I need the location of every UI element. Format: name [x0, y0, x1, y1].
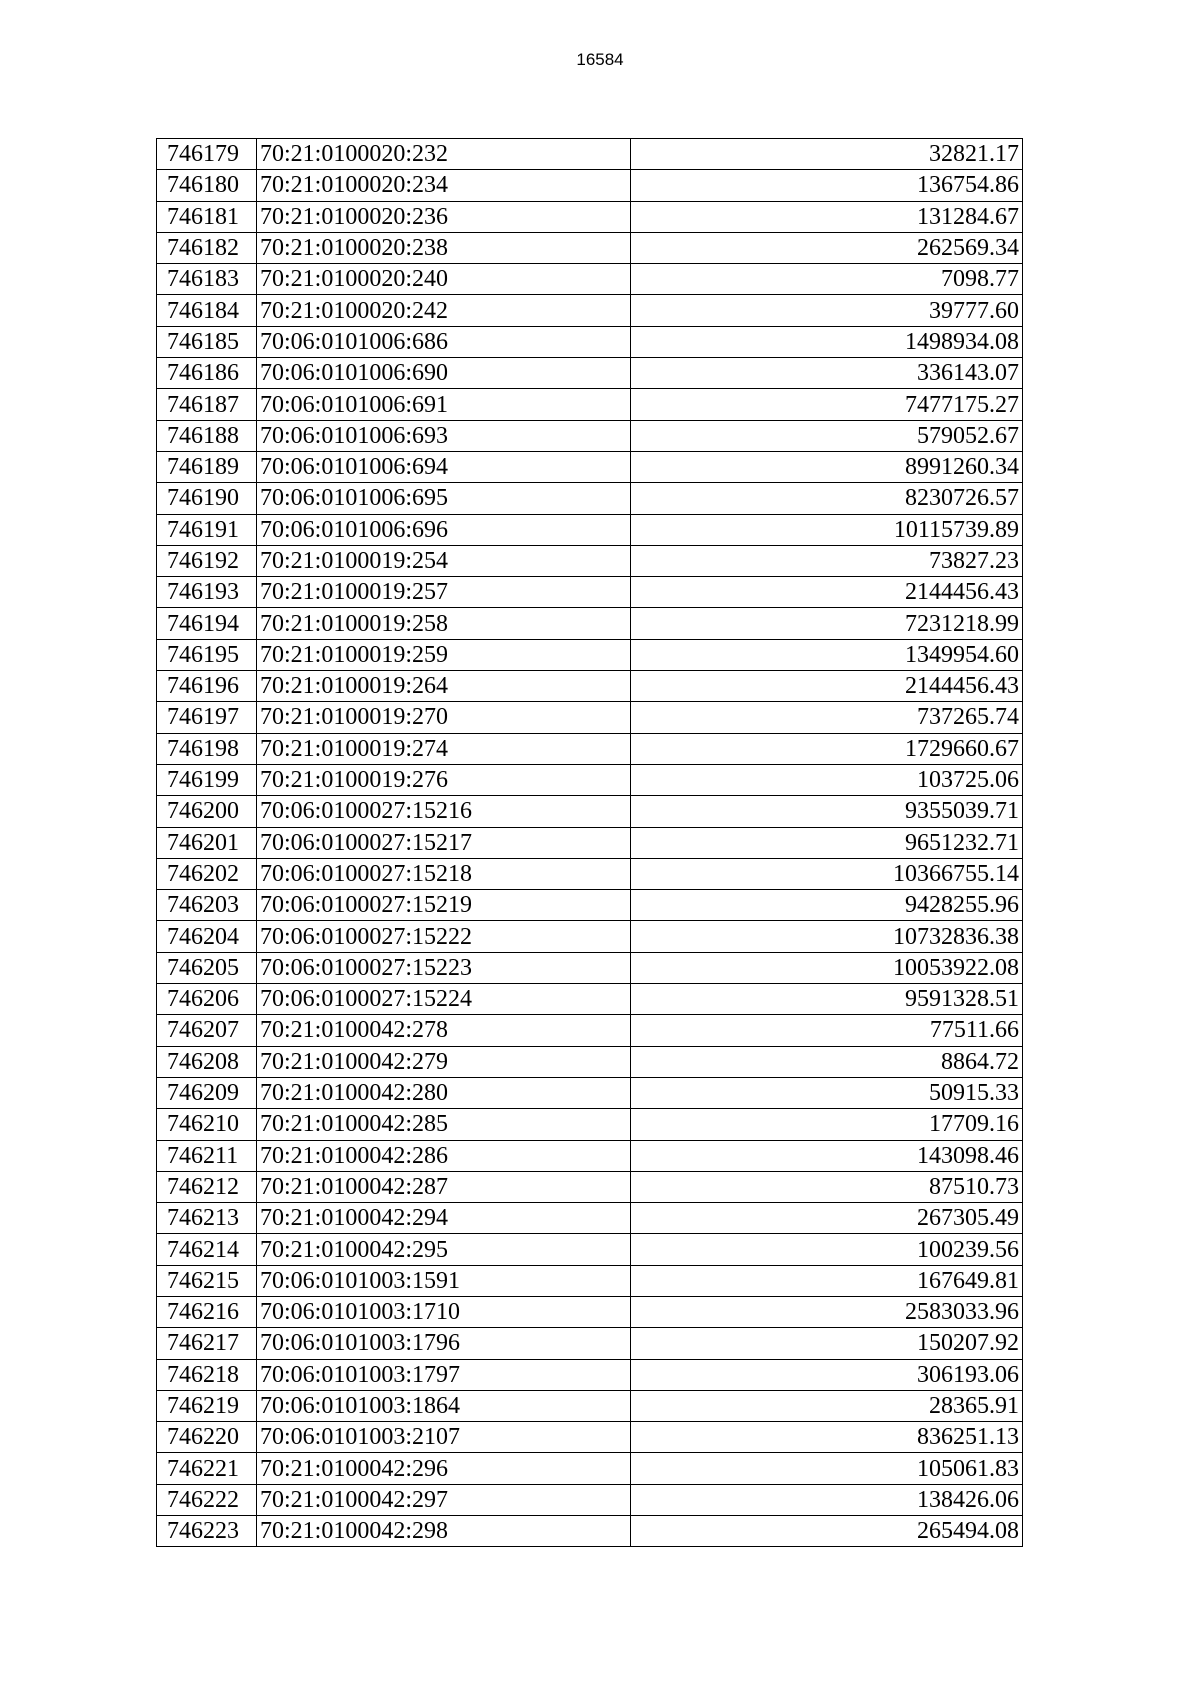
- record-number-cell: 746179: [157, 139, 257, 170]
- cadastral-number-cell: 70:21:0100042:297: [257, 1484, 631, 1515]
- value-cell: 50915.33: [631, 1077, 1023, 1108]
- record-number-cell: 746204: [157, 921, 257, 952]
- record-number-cell: 746202: [157, 858, 257, 889]
- cadastral-number-cell: 70:06:0101003:1591: [257, 1265, 631, 1296]
- value-cell: 138426.06: [631, 1484, 1023, 1515]
- table-row: [157, 608, 1023, 639]
- table-row: [157, 827, 1023, 858]
- value-cell: 10053922.08: [631, 952, 1023, 983]
- table-row: [157, 1328, 1023, 1359]
- record-number-cell: 746193: [157, 577, 257, 608]
- table-row: [157, 702, 1023, 733]
- table-row: [157, 639, 1023, 670]
- cadastral-number-cell: 70:21:0100042:285: [257, 1109, 631, 1140]
- record-number-cell: 746209: [157, 1077, 257, 1108]
- value-cell: 7098.77: [631, 264, 1023, 295]
- record-number-cell: 746198: [157, 733, 257, 764]
- table-row: [157, 1453, 1023, 1484]
- cadastral-number-cell: 70:21:0100042:296: [257, 1453, 631, 1484]
- table-row: [157, 264, 1023, 295]
- record-number-cell: 746191: [157, 514, 257, 545]
- table-row: [157, 514, 1023, 545]
- cadastral-number-cell: 70:06:0100027:15218: [257, 858, 631, 889]
- table-row: [157, 1296, 1023, 1327]
- cadastral-number-cell: 70:21:0100042:287: [257, 1171, 631, 1202]
- table-row: [157, 890, 1023, 921]
- cadastral-number-cell: 70:06:0101003:1797: [257, 1359, 631, 1390]
- value-cell: 1729660.67: [631, 733, 1023, 764]
- record-number-cell: 746199: [157, 764, 257, 795]
- cadastral-number-cell: 70:21:0100042:294: [257, 1203, 631, 1234]
- cadastral-number-cell: 70:06:0101006:693: [257, 420, 631, 451]
- record-number-cell: 746186: [157, 358, 257, 389]
- value-cell: 143098.46: [631, 1140, 1023, 1171]
- cadastral-number-cell: 70:21:0100020:238: [257, 232, 631, 263]
- record-number-cell: 746223: [157, 1516, 257, 1547]
- value-cell: 8230726.57: [631, 483, 1023, 514]
- cadastral-number-cell: 70:06:0100027:15224: [257, 984, 631, 1015]
- table-row: [157, 733, 1023, 764]
- table-row: [157, 139, 1023, 170]
- cadastral-number-cell: 70:06:0101006:691: [257, 389, 631, 420]
- table-row: [157, 1015, 1023, 1046]
- cadastral-number-cell: 70:21:0100042:280: [257, 1077, 631, 1108]
- cadastral-number-cell: 70:06:0101006:695: [257, 483, 631, 514]
- cadastral-number-cell: 70:06:0100027:15222: [257, 921, 631, 952]
- table-row: [157, 1234, 1023, 1265]
- cadastral-number-cell: 70:06:0101003:2107: [257, 1422, 631, 1453]
- cadastral-number-cell: 70:21:0100020:232: [257, 139, 631, 170]
- record-number-cell: 746210: [157, 1109, 257, 1140]
- cadastral-number-cell: 70:21:0100019:258: [257, 608, 631, 639]
- record-number-cell: 746185: [157, 326, 257, 357]
- value-cell: 105061.83: [631, 1453, 1023, 1484]
- record-number-cell: 746197: [157, 702, 257, 733]
- value-cell: 1349954.60: [631, 639, 1023, 670]
- table-row: [157, 858, 1023, 889]
- cadastral-number-cell: 70:06:0101003:1796: [257, 1328, 631, 1359]
- cadastral-number-cell: 70:21:0100042:298: [257, 1516, 631, 1547]
- record-number-cell: 746220: [157, 1422, 257, 1453]
- cadastral-number-cell: 70:06:0100027:15219: [257, 890, 631, 921]
- table-row: [157, 170, 1023, 201]
- table-row: [157, 358, 1023, 389]
- record-number-cell: 746189: [157, 451, 257, 482]
- table-row: [157, 796, 1023, 827]
- table-row: [157, 1077, 1023, 1108]
- cadastral-number-cell: 70:06:0101006:686: [257, 326, 631, 357]
- record-number-cell: 746206: [157, 984, 257, 1015]
- value-cell: 306193.06: [631, 1359, 1023, 1390]
- value-cell: 836251.13: [631, 1422, 1023, 1453]
- value-cell: 265494.08: [631, 1516, 1023, 1547]
- record-number-cell: 746211: [157, 1140, 257, 1171]
- value-cell: 1498934.08: [631, 326, 1023, 357]
- cadastral-number-cell: 70:21:0100019:254: [257, 545, 631, 576]
- record-number-cell: 746190: [157, 483, 257, 514]
- table-row: [157, 1484, 1023, 1515]
- value-cell: 9355039.71: [631, 796, 1023, 827]
- record-number-cell: 746200: [157, 796, 257, 827]
- cadastral-number-cell: 70:21:0100020:236: [257, 201, 631, 232]
- record-number-cell: 746183: [157, 264, 257, 295]
- table-row: [157, 420, 1023, 451]
- record-number-cell: 746208: [157, 1046, 257, 1077]
- cadastral-number-cell: 70:21:0100019:274: [257, 733, 631, 764]
- value-cell: 39777.60: [631, 295, 1023, 326]
- record-number-cell: 746205: [157, 952, 257, 983]
- cadastral-number-cell: 70:06:0101003:1864: [257, 1390, 631, 1421]
- table-row: [157, 545, 1023, 576]
- value-cell: 150207.92: [631, 1328, 1023, 1359]
- table-row: [157, 1203, 1023, 1234]
- table-row: [157, 1390, 1023, 1421]
- cadastral-number-cell: 70:06:0101006:696: [257, 514, 631, 545]
- record-number-cell: 746196: [157, 671, 257, 702]
- value-cell: 8991260.34: [631, 451, 1023, 482]
- record-number-cell: 746217: [157, 1328, 257, 1359]
- table-row: [157, 1046, 1023, 1077]
- table-row: [157, 201, 1023, 232]
- cadastral-number-cell: 70:06:0101006:694: [257, 451, 631, 482]
- record-number-cell: 746187: [157, 389, 257, 420]
- record-number-cell: 746184: [157, 295, 257, 326]
- cadastral-number-cell: 70:21:0100042:278: [257, 1015, 631, 1046]
- table-row: [157, 1140, 1023, 1171]
- record-number-cell: 746213: [157, 1203, 257, 1234]
- record-number-cell: 746181: [157, 201, 257, 232]
- cadastral-number-cell: 70:21:0100020:234: [257, 170, 631, 201]
- table-row: [157, 764, 1023, 795]
- record-number-cell: 746203: [157, 890, 257, 921]
- value-cell: 136754.86: [631, 170, 1023, 201]
- table-row: [157, 232, 1023, 263]
- record-number-cell: 746215: [157, 1265, 257, 1296]
- record-number-cell: 746222: [157, 1484, 257, 1515]
- value-cell: 87510.73: [631, 1171, 1023, 1202]
- table-row: [157, 326, 1023, 357]
- cadastral-number-cell: 70:21:0100019:270: [257, 702, 631, 733]
- value-cell: 7477175.27: [631, 389, 1023, 420]
- cadastral-number-cell: 70:21:0100042:295: [257, 1234, 631, 1265]
- record-number-cell: 746221: [157, 1453, 257, 1484]
- value-cell: 267305.49: [631, 1203, 1023, 1234]
- value-cell: 262569.34: [631, 232, 1023, 263]
- value-cell: 8864.72: [631, 1046, 1023, 1077]
- record-number-cell: 746180: [157, 170, 257, 201]
- record-number-cell: 746182: [157, 232, 257, 263]
- record-number-cell: 746201: [157, 827, 257, 858]
- value-cell: 77511.66: [631, 1015, 1023, 1046]
- cadastral-number-cell: 70:21:0100019:264: [257, 671, 631, 702]
- table-row: [157, 1516, 1023, 1547]
- value-cell: 17709.16: [631, 1109, 1023, 1140]
- value-cell: 32821.17: [631, 139, 1023, 170]
- value-cell: 336143.07: [631, 358, 1023, 389]
- value-cell: 9591328.51: [631, 984, 1023, 1015]
- page-number: 16584: [576, 50, 624, 69]
- table-row: [157, 984, 1023, 1015]
- value-cell: 9428255.96: [631, 890, 1023, 921]
- record-number-cell: 746194: [157, 608, 257, 639]
- cadastral-number-cell: 70:06:0100027:15223: [257, 952, 631, 983]
- value-cell: 103725.06: [631, 764, 1023, 795]
- value-cell: 579052.67: [631, 420, 1023, 451]
- table-row: [157, 1265, 1023, 1296]
- value-cell: 10732836.38: [631, 921, 1023, 952]
- cadastral-number-cell: 70:21:0100020:240: [257, 264, 631, 295]
- record-number-cell: 746216: [157, 1296, 257, 1327]
- record-number-cell: 746188: [157, 420, 257, 451]
- value-cell: 7231218.99: [631, 608, 1023, 639]
- record-number-cell: 746214: [157, 1234, 257, 1265]
- record-number-cell: 746195: [157, 639, 257, 670]
- value-cell: 10366755.14: [631, 858, 1023, 889]
- table-row: [157, 483, 1023, 514]
- record-number-cell: 746192: [157, 545, 257, 576]
- table-row: [157, 295, 1023, 326]
- table-row: [157, 1171, 1023, 1202]
- table-row: [157, 577, 1023, 608]
- record-number-cell: 746218: [157, 1359, 257, 1390]
- value-cell: 2583033.96: [631, 1296, 1023, 1327]
- records-table: [156, 138, 1023, 1547]
- cadastral-number-cell: 70:06:0100027:15216: [257, 796, 631, 827]
- cadastral-number-cell: 70:21:0100019:257: [257, 577, 631, 608]
- table-row: [157, 1109, 1023, 1140]
- cadastral-number-cell: 70:21:0100019:276: [257, 764, 631, 795]
- cadastral-number-cell: 70:21:0100042:279: [257, 1046, 631, 1077]
- record-number-cell: 746219: [157, 1390, 257, 1421]
- table-row: [157, 1359, 1023, 1390]
- table-row: [157, 451, 1023, 482]
- record-number-cell: 746207: [157, 1015, 257, 1046]
- value-cell: 737265.74: [631, 702, 1023, 733]
- cadastral-number-cell: 70:21:0100042:286: [257, 1140, 631, 1171]
- cadastral-number-cell: 70:06:0100027:15217: [257, 827, 631, 858]
- table-row: [157, 921, 1023, 952]
- value-cell: 9651232.71: [631, 827, 1023, 858]
- record-number-cell: 746212: [157, 1171, 257, 1202]
- value-cell: 2144456.43: [631, 671, 1023, 702]
- cadastral-number-cell: 70:06:0101006:690: [257, 358, 631, 389]
- cadastral-number-cell: 70:06:0101003:1710: [257, 1296, 631, 1327]
- table-row: [157, 1422, 1023, 1453]
- value-cell: 131284.67: [631, 201, 1023, 232]
- value-cell: 167649.81: [631, 1265, 1023, 1296]
- cadastral-number-cell: 70:21:0100020:242: [257, 295, 631, 326]
- cadastral-number-cell: 70:21:0100019:259: [257, 639, 631, 670]
- records-table-body: [157, 139, 1023, 1547]
- value-cell: 100239.56: [631, 1234, 1023, 1265]
- table-row: [157, 389, 1023, 420]
- value-cell: 2144456.43: [631, 577, 1023, 608]
- value-cell: 10115739.89: [631, 514, 1023, 545]
- value-cell: 28365.91: [631, 1390, 1023, 1421]
- value-cell: 73827.23: [631, 545, 1023, 576]
- table-row: [157, 952, 1023, 983]
- table-row: [157, 671, 1023, 702]
